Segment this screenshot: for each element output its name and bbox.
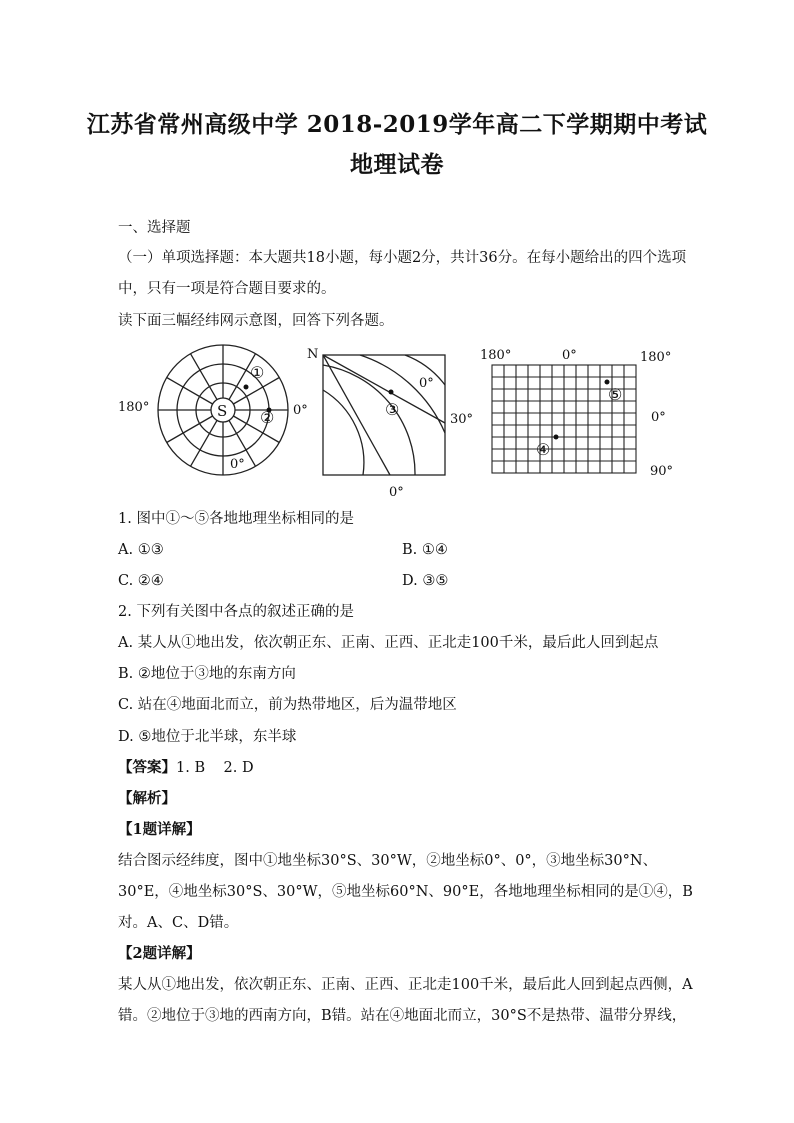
q1-option-b: B. ①④: [402, 542, 448, 558]
q2-option-a: A. 某人从①地出发，依次朝正东、正南、正西、正北走100千米，最后此人回到起点: [118, 635, 659, 651]
detail-1-line-3: 对。A、C、D错。: [118, 915, 239, 931]
read-prompt: 读下面三幅经纬网示意图，回答下列各题。: [118, 313, 394, 329]
section-heading: 一、选择题: [118, 220, 191, 236]
quarter-30-label: 30°: [450, 412, 474, 427]
instruction-line-2: 中，只有一项是符合题目要求的。: [118, 281, 336, 297]
q2-option-d: D. ⑤地位于北半球，东半球: [118, 729, 297, 745]
pole-s-label: S: [217, 402, 228, 420]
instruction-line-1: （一）单项选择题：本大题共18小题，每小题2分，共计36分。在每小题给出的四个选项: [118, 250, 687, 266]
grid-180-right-label: 180°: [640, 350, 672, 365]
polar-180-label: 180°: [118, 400, 150, 415]
quarter-0-top-label: 0°: [419, 376, 434, 391]
q1-option-a: A. ①③: [118, 542, 164, 558]
point-3-label: ③: [385, 400, 400, 419]
polar-0-bottom-label: 0°: [230, 457, 245, 472]
point-5-marker: [605, 380, 610, 385]
q1-stem: 1. 图中①～⑤各地地理坐标相同的是: [118, 511, 354, 527]
q1-option-c: C. ②④: [118, 573, 164, 589]
grid-latlon-figure: [480, 345, 680, 480]
point-3-marker: [389, 390, 394, 395]
polar-latlon-figure: [150, 340, 325, 480]
page-title: 江苏省常州高级中学 2018-2019学年高二下学期期中考试: [86, 111, 708, 138]
detail-1-line-2: 30°E，④地坐标30°S、30°W，⑤地坐标60°N、90°E，各地地理坐标相同的是①④，B: [118, 884, 693, 900]
point-4-label: ④: [536, 440, 551, 459]
answer-label: 【答案】: [118, 759, 176, 776]
quarter-0-bottom-label: 0°: [389, 485, 404, 500]
point-1-marker: [244, 385, 249, 390]
q2-option-c: C. 站在④地面北而立，前为热带地区，后为温带地区: [118, 697, 457, 713]
grid-90-label: 90°: [650, 464, 674, 479]
grid-0-top-label: 0°: [562, 348, 577, 363]
answer-line: [118, 758, 254, 778]
north-label: N: [307, 347, 319, 362]
analysis-label: 【解析】: [118, 790, 176, 807]
detail-2-line-1: 某人从①地出发，依次朝正东、正南、正西、正北走100千米，最后此人回到起点西侧，A: [118, 977, 693, 993]
detail-1-line-1: 结合图示经纬度，图中①地坐标30°S、30°W，②地坐标0°、0°，③地坐标30°N、: [118, 853, 658, 869]
q1-option-d: D. ③⑤: [402, 573, 449, 589]
answer-text: 1. B 2. D: [176, 760, 254, 776]
grid-180-left-label: 180°: [480, 348, 512, 363]
grid-0-right-label: 0°: [651, 410, 666, 425]
point-2-label: ②: [260, 408, 275, 427]
q2-stem: 2. 下列有关图中各点的叙述正确的是: [118, 604, 354, 620]
detail-2-line-2: 错。②地位于③地的西南方向，B错。站在④地面北而立，30°S不是热带、温带分界线，: [118, 1008, 687, 1024]
polar-0-right-label: 0°: [293, 403, 308, 418]
detail-2-label: 【2题详解】: [118, 945, 201, 962]
detail-1-label: 【1题详解】: [118, 821, 201, 838]
point-1-label: ①: [250, 363, 265, 382]
q2-option-b: B. ②地位于③地的东南方向: [118, 666, 296, 682]
page-subtitle: 地理试卷: [350, 151, 444, 178]
point-4-marker: [554, 435, 559, 440]
point-5-label: ⑤: [608, 385, 623, 404]
